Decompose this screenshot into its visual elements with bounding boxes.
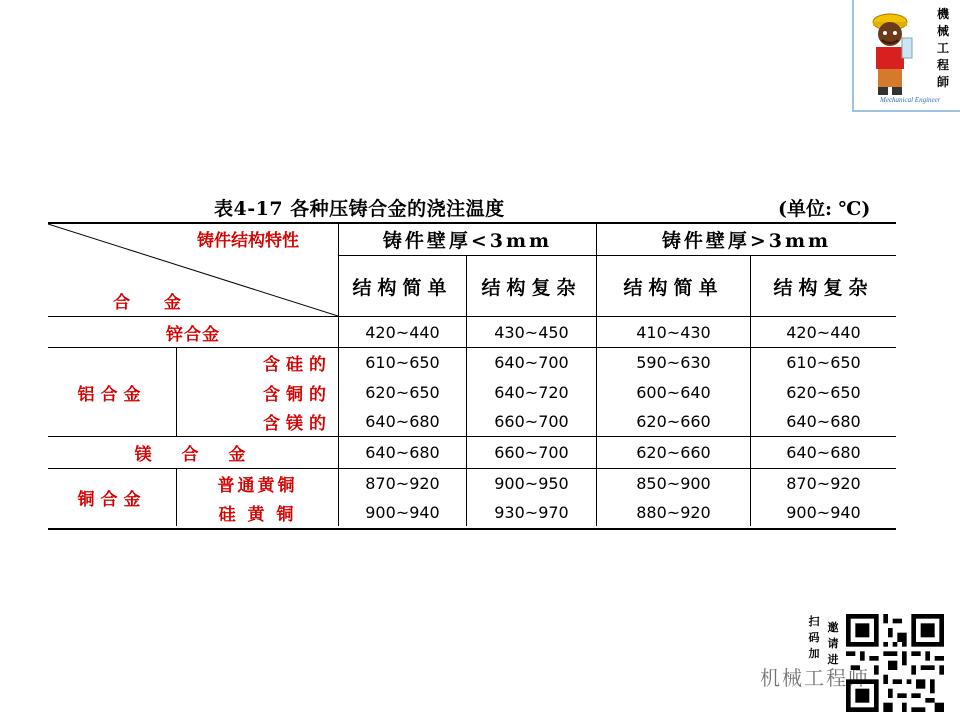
table-cell: 640~680 xyxy=(365,443,440,462)
table-cell: 900~950 xyxy=(494,474,569,493)
watermark: 机械工程师 xyxy=(760,666,870,690)
table-cell: 600~640 xyxy=(636,382,711,402)
logo-char: 械 xyxy=(936,24,949,38)
table-cell: 420~440 xyxy=(786,322,861,342)
row-label-silicon-brass: 硅 黄 铜 xyxy=(218,504,297,525)
table-cell: 640~720 xyxy=(494,382,569,402)
header-wall-thick: 铸件壁厚>3mm xyxy=(661,230,832,252)
scan-char: 码 xyxy=(808,631,820,644)
table-cell: 620~650 xyxy=(365,382,440,402)
logo xyxy=(852,0,960,112)
row-label-magnesium-containing: 含镁的 xyxy=(263,414,332,434)
invite-char: 请 xyxy=(827,637,839,650)
invite-char: 邀 xyxy=(827,621,839,634)
row-group-aluminum: 铝合金 xyxy=(77,384,147,405)
header-complex: 结构复杂 xyxy=(481,276,582,299)
table-cell: 880~920 xyxy=(636,502,711,522)
header-alloy: 合 金 xyxy=(113,292,183,313)
table-cell: 610~650 xyxy=(786,353,861,372)
pouring-temperature-table xyxy=(48,222,896,530)
header-wall-thin: 铸件壁厚<3mm xyxy=(382,230,553,252)
invite-text xyxy=(826,620,840,668)
row-label-copper-containing: 含铜的 xyxy=(263,384,332,405)
table-cell: 620~660 xyxy=(636,412,711,431)
table-cell: 640~680 xyxy=(786,412,861,431)
header-simple: 结构简单 xyxy=(352,276,453,299)
row-label-zinc: 锌合金 xyxy=(166,324,220,345)
table-cell: 930~970 xyxy=(494,502,569,522)
table-cell: 850~900 xyxy=(636,474,711,493)
table-cell: 900~940 xyxy=(365,502,440,522)
engineer-mascot-icon xyxy=(858,4,928,104)
logo-char: 工 xyxy=(936,41,949,55)
table-cell: 620~650 xyxy=(786,382,861,402)
scan-char: 加 xyxy=(808,647,820,660)
row-label-brass: 普通黄铜 xyxy=(217,476,298,496)
invite-char: 进 xyxy=(827,653,839,666)
header-simple: 结构简单 xyxy=(623,276,724,299)
logo-char: 程 xyxy=(936,58,949,72)
scan-char: 扫 xyxy=(808,615,820,628)
table-cell: 420~440 xyxy=(365,322,440,342)
row-label-silicon: 含硅的 xyxy=(263,355,332,375)
header-complex: 结构复杂 xyxy=(773,276,874,299)
logo-char: 機 xyxy=(936,7,949,21)
logo-vertical-text xyxy=(936,6,950,91)
table-title: 表4-17 各种压铸合金的浇注温度 xyxy=(214,198,505,220)
unit-label: (单位: ℃) xyxy=(778,198,871,220)
scan-text xyxy=(806,614,822,662)
row-group-copper: 铜合金 xyxy=(77,490,147,510)
table-cell: 590~630 xyxy=(636,353,711,372)
logo-caption: Mechanical Engineer xyxy=(880,96,941,104)
table-cell: 900~940 xyxy=(786,502,861,522)
row-label-magnesium: 镁 合 金 xyxy=(134,445,252,465)
table-cell: 870~920 xyxy=(786,474,861,493)
table-cell: 430~450 xyxy=(494,322,569,342)
table-cell: 640~680 xyxy=(365,412,440,431)
table-cell: 640~700 xyxy=(494,353,569,372)
table-cell: 660~700 xyxy=(494,412,569,431)
table-cell: 870~920 xyxy=(365,474,440,493)
logo-char: 師 xyxy=(936,75,949,89)
table-cell: 610~650 xyxy=(365,353,440,372)
table-cell: 660~700 xyxy=(494,443,569,462)
table-cell: 410~430 xyxy=(636,322,711,342)
header-structure-characteristic: 铸件结构特性 xyxy=(197,230,299,251)
table-cell: 640~680 xyxy=(786,443,861,462)
table-cell: 620~660 xyxy=(636,443,711,462)
